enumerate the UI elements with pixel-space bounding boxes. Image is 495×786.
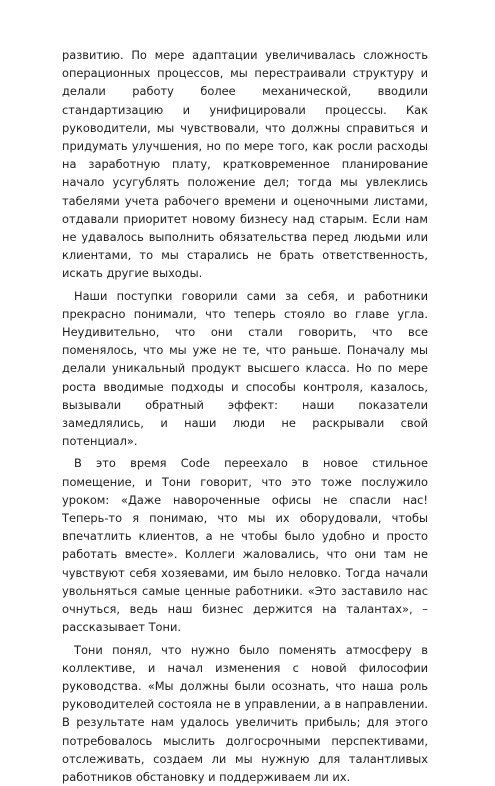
paragraph-1: развитию. По мере адаптации увеличивалась сложность операционных процессов, мы перестраивали структуру и делали работу более механической, вводили стандартизацию и унифицировали процессы. Как руководители, мы чувствовали, что должны справиться и придумать улучшения, но по мере того, как росли расходы на заработную плату, кратковременное планирование начало усугублять положение дел; тогда мы увлеклись табелями учета рабочего времени и оценочными листами, отдавали приоритет новому бизнесу над старым. Если нам не удавалось выполнить обязательства перед людьми или клиентами, то мы старались не брать ответственность, искать другие выходы. (62, 46, 428, 283)
document-page (62, 46, 428, 786)
paragraph-2: Наши поступки говорили сами за себя, и работники прекрасно понимали, что теперь стояло во главе угла. Неудивительно, что они стали говорить, что все поменялось, что мы уже не те, что раньше. Поначалу мы делали уникальный продукт высшего класса. Но по мере роста вводимые подходы и способы контроля, казалось, вызывали обратный эффект: наши показатели замедлялись, и наши люди не раскрывали свой потенциал». (62, 287, 428, 451)
paragraph-3: В это время Code переехало в новое стильное помещение, и Тони говорит, что это тоже послужило уроком: «Даже навороченные офисы не спасли нас! Теперь-то я понимаю, что мы их оборудовали, чтобы впечатлить клиентов, а не чтобы было удобно и просто работать вместе». Коллеги жаловались, что они там не чувствуют себя хозяевами, им было неловко. Тогда начали увольняться самые ценные работники. «Это заставило нас очнуться, ведь наш бизнес держится на талантах», – рассказывает Тони. (62, 454, 428, 636)
paragraph-4: Тони понял, что нужно было поменять атмосферу в коллективе, и начал изменения с новой философии руководства. «Мы должны были осознать, что наша роль руководителей состояла не в управлении, а в направлении. В результате нам удалось увеличить прибыль; для этого потребовалось мыслить долгосрочными перспективами, отслеживать, создаем ли мы нужную для талантливых работников обстановку и поддерживаем ли их. (62, 641, 428, 786)
